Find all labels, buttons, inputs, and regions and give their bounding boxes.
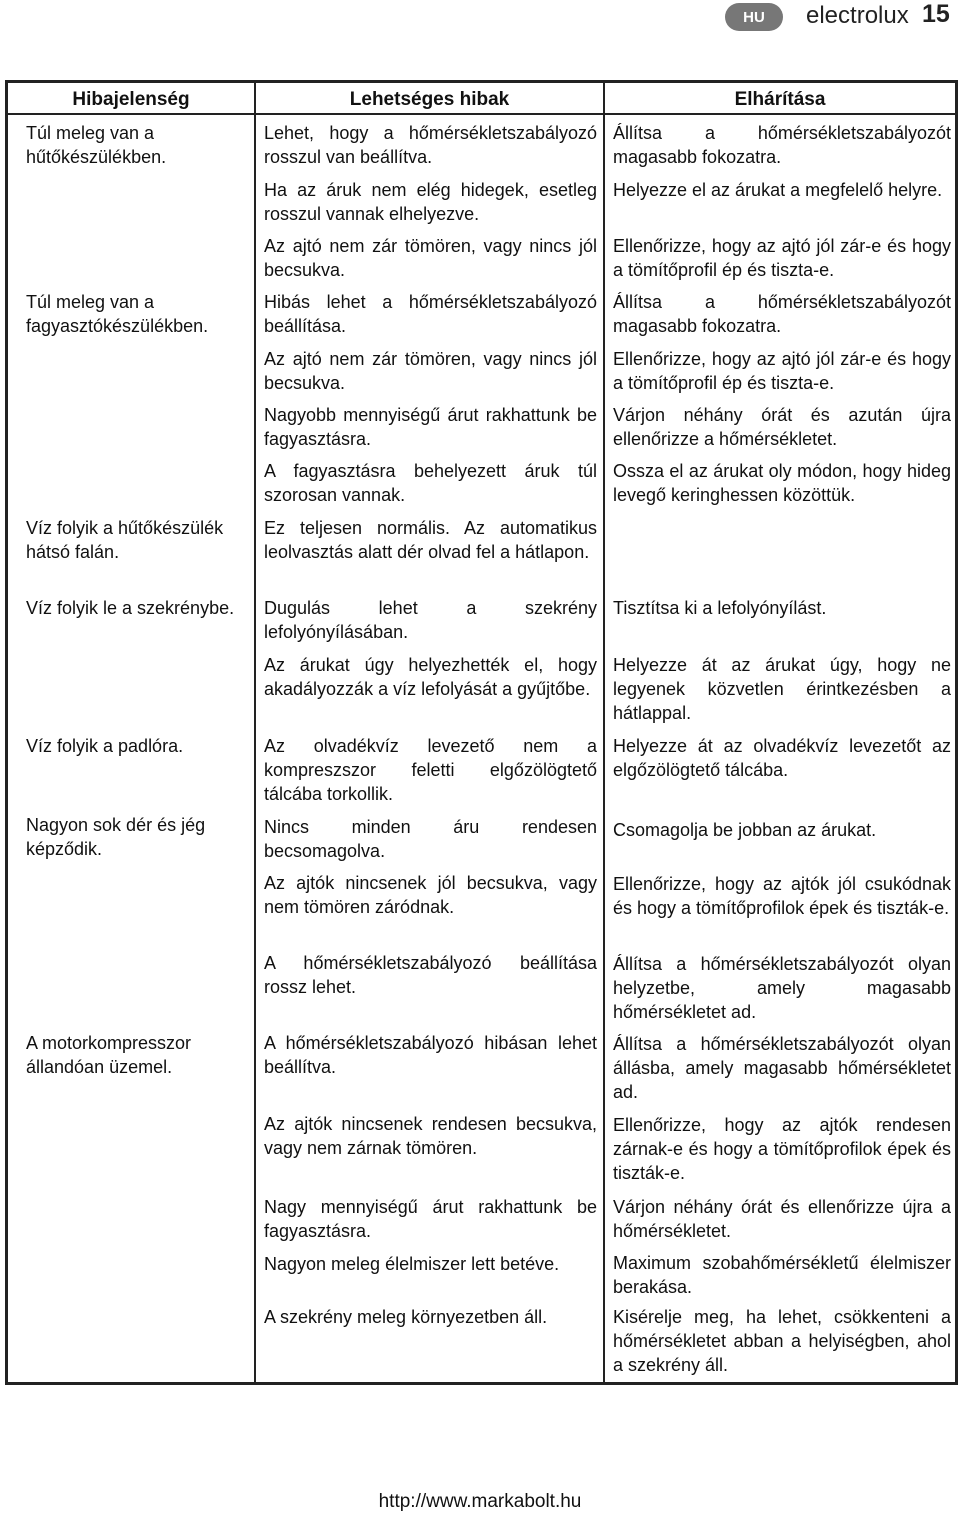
cause-cell: A fagyasztásra behelyezett áruk túl szorosan vannak. xyxy=(264,461,597,505)
cause-cell: A szekrény meleg környezetben áll. xyxy=(264,1307,548,1327)
cause-cell: Dugulás lehet a szekrény lefolyónyílásában. xyxy=(264,598,597,642)
cause-cell: A hőmérsékletszabályozó beállítása rossz lehet. xyxy=(264,953,597,997)
symptom-cell: Túl meleg van a hűtőkészülékben. xyxy=(26,123,167,167)
remedy-cell: Ellenőrizze, hogy az ajtó jól zár-e és hogy a tömítőprofil ép és tiszta-e. xyxy=(613,349,951,393)
symptom-cell: Víz folyik a padlóra. xyxy=(26,736,184,756)
cause-cell: Nincs minden áru rendesen becsomagolva. xyxy=(264,817,597,861)
cause-cell: Lehet, hogy a hőmérsékletszabályozó rosszul van beállítva. xyxy=(264,123,597,167)
symptom-cell: Túl meleg van a fagyasztókészülékben. xyxy=(26,292,209,336)
cause-cell: Nagy mennyiségű árut rakhattunk be fagyasztásra. xyxy=(264,1197,597,1241)
column-header-remedy: Elhárítása xyxy=(734,89,826,110)
column-divider xyxy=(254,83,256,1382)
footer-url[interactable]: http://www.markabolt.hu xyxy=(378,1491,582,1512)
cause-cell: Az olvadékvíz levezető nem a kompreszszor feletti elgőzölögtető tálcába torkollik. xyxy=(264,736,597,804)
language-badge: HU xyxy=(725,3,783,31)
symptom-cell: Víz folyik a hűtőkészülék hátsó falán. xyxy=(26,518,224,562)
cause-cell: Az ajtók nincsenek rendesen becsukva, vagy nem zárnak tömören. xyxy=(264,1114,597,1158)
cause-cell: Hibás lehet a hőmérsékletszabályozó beállítása. xyxy=(264,292,597,336)
symptom-cell: Víz folyik le a szekrénybe. xyxy=(26,598,235,618)
column-header-symptom: Hibajelenség xyxy=(72,89,190,110)
cause-cell: Az ajtók nincsenek jól becsukva, vagy nem tömören záródnak. xyxy=(264,873,597,917)
brand-name: electrolux xyxy=(806,2,909,29)
cause-cell: A hőmérsékletszabályozó hibásan lehet beállítva. xyxy=(264,1033,597,1077)
remedy-cell: Állítsa a hőmérsékletszabályozót olyan helyzetbe, amely magasabb hőmérsékletet ad. xyxy=(613,954,951,1022)
troubleshooting-table xyxy=(5,80,958,1385)
remedy-cell: Helyezze el az árukat a megfelelő helyre. xyxy=(613,180,943,200)
remedy-cell: Ellenőrizze, hogy az ajtó jól zár-e és hogy a tömítőprofil ép és tiszta-e. xyxy=(613,236,951,280)
remedy-cell: Állítsa a hőmérsékletszabályozót olyan állásba, amely magasabb hőmérsékletet ad. xyxy=(613,1034,951,1102)
cause-cell: Nagyobb mennyiségű árut rakhattunk be fagyasztásra. xyxy=(264,405,597,449)
remedy-cell: Helyezze át az árukat úgy, hogy ne legyenek közvetlen érintkezésben a hátlappal. xyxy=(613,655,951,723)
page-header xyxy=(0,0,960,32)
symptom-cell: A motorkompresszor állandóan üzemel. xyxy=(26,1033,192,1077)
column-header-cause: Lehetséges hibak xyxy=(349,89,510,110)
cause-cell: Ha az áruk nem elég hidegek, esetleg rosszul vannak elhelyezve. xyxy=(264,180,597,224)
remedy-cell: Maximum szobahőmérsékletű élelmiszer berakása. xyxy=(613,1253,951,1297)
remedy-cell: Kisérelje meg, ha lehet, csökkenteni a hőmérsékletet abban a helyiségben, ahol a szekrény áll. xyxy=(613,1307,951,1375)
remedy-cell: Ellenőrizze, hogy az ajtók jól csukódnak és hogy a tömítőprofilok épek és tiszták-e. xyxy=(613,874,951,918)
cause-cell: Az ajtó nem zár tömören, vagy nincs jól becsukva. xyxy=(264,236,597,280)
cause-cell: Az árukat úgy helyezhették el, hogy akadályozzák a víz lefolyását a gyűjtőbe. xyxy=(264,655,597,699)
remedy-cell: Helyezze át az olvadékvíz levezetőt az elgőzölögtető tálcába. xyxy=(613,736,951,780)
cause-cell: Ez teljesen normális. Az automatikus leolvasztás alatt dér olvad fel a hátlapon. xyxy=(264,518,597,562)
remedy-cell: Várjon néhány órát és azután újra ellenőrizze a hőmérsékletet. xyxy=(613,405,951,449)
remedy-cell: Csomagolja be jobban az árukat. xyxy=(613,820,877,840)
remedy-cell: Ossza el az árukat oly módon, hogy hideg levegő keringhessen közöttük. xyxy=(613,461,951,505)
header-divider xyxy=(8,113,955,115)
cause-cell: Nagyon meleg élelmiszer lett betéve. xyxy=(264,1254,560,1274)
remedy-cell: Állítsa a hőmérsékletszabályozót magasabb fokozatra. xyxy=(613,123,951,167)
remedy-cell: Tisztítsa ki a lefolyónyílást. xyxy=(613,598,827,618)
cause-cell: Az ajtó nem zár tömören, vagy nincs jól becsukva. xyxy=(264,349,597,393)
symptom-cell: Nagyon sok dér és jég képződik. xyxy=(26,815,206,859)
page-number: 15 xyxy=(922,0,950,28)
remedy-cell: Állítsa a hőmérsékletszabályozót magasabb fokozatra. xyxy=(613,292,951,336)
column-divider xyxy=(603,83,605,1382)
remedy-cell: Ellenőrizze, hogy az ajtók rendesen zárnak-e és hogy a tömítőprofilok épek és tiszták-e. xyxy=(613,1115,951,1183)
remedy-cell: Várjon néhány órát és ellenőrizze újra a hőmérsékletet. xyxy=(613,1197,951,1241)
